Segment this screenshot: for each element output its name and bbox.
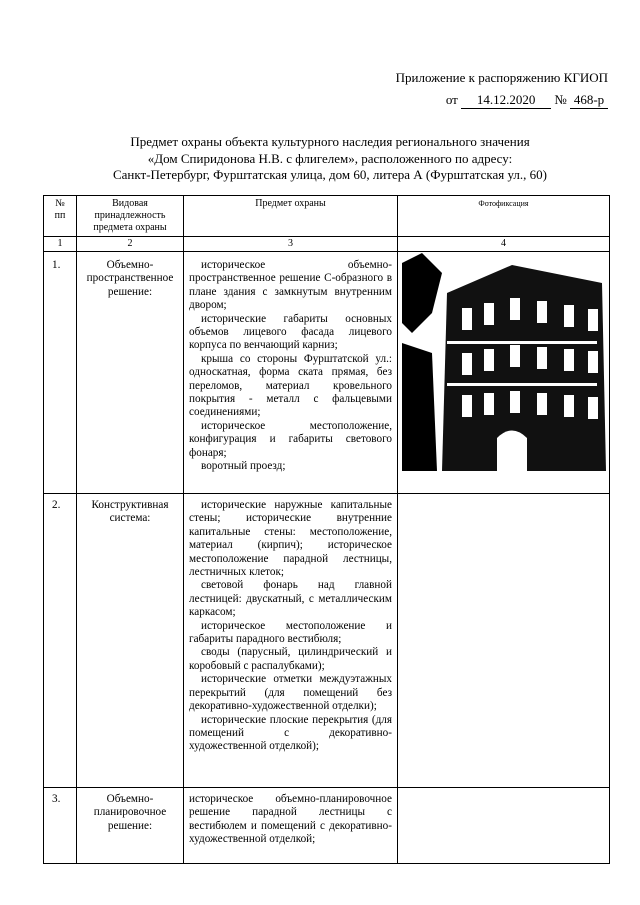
row-items [184, 788, 398, 864]
item-text: исторические плоские перекрытия (для помещений с декоративно-художественной отделкой); [189, 713, 392, 753]
table-row [44, 252, 610, 494]
header-type: Видовая принадлежность предмета охраны [77, 196, 184, 237]
appendix-date-line [396, 92, 608, 109]
column-number: 2 [77, 237, 184, 252]
item-text: крыша со стороны Фурштатской ул.: односкатная, форма ската прямая, без переломов, материал кровельного покрытия - металл с фальцевыми соединениями; [189, 352, 392, 419]
item-text: воротный проезд; [201, 460, 286, 473]
photo-cell [398, 252, 610, 494]
item-text: историческое объемно-планировочное решение парадной лестницы с вестибюлем и помещений с декоративно-художественной отделкой; [189, 793, 392, 846]
photo-cell [398, 788, 610, 864]
row-type: Объемно-пространственное решение: [77, 252, 184, 494]
building-photo [402, 253, 606, 471]
row-type: Конструктивная система: [77, 494, 184, 788]
item-text: своды (парусный, цилиндрический и коробовый с распалубками); [189, 646, 392, 672]
item-text: историческое местоположение и габариты парадного вестибюля; [189, 619, 392, 646]
title-line: «Дом Спиридонова Н.В. с флигелем», расположенного по адресу: [147, 150, 513, 166]
column-number-row [44, 237, 610, 252]
column-number: 3 [184, 237, 398, 252]
table-row [44, 494, 610, 788]
item-text: исторические наружные капитальные стены; исторические внутренние капитальные стены: местоположение, материал (кирпич); историческое местоположение парадной лестницы, лестничных клеток; [189, 499, 392, 579]
appendix-date: 14.12.2020 [461, 92, 551, 109]
date-prefix: от [445, 92, 458, 107]
header-num: № пп [44, 196, 77, 237]
item-text: исторические отметки междуэтажных перекрытий (для помещений без декоративно-художественной отделки); [189, 673, 392, 713]
number-prefix: № [554, 92, 567, 107]
row-number: 2. [44, 494, 77, 788]
row-items [184, 494, 398, 788]
row-number: 1. [44, 252, 77, 494]
photo-cell [398, 494, 610, 788]
title-line: Предмет охраны объекта культурного наследия регионального значения [130, 134, 530, 149]
item-text: исторические габариты основных объемов лицевого фасада лицевого корпуса по венчающий карниз; [189, 312, 392, 352]
header-subject: Предмет охраны [184, 196, 398, 237]
header-photo: Фотофиксация [398, 196, 610, 237]
item-text: историческое объемно-пространственное решение С-образного в плане здания с замкнутым внутренним двором; [189, 259, 392, 312]
title-line: Санкт-Петербург, Фурштатская улица, дом 60, литера А (Фурштатская ул., 60) [112, 167, 548, 182]
column-number: 1 [44, 237, 77, 252]
protection-subject-table [43, 195, 610, 864]
row-items [184, 252, 398, 494]
table-header-row [44, 196, 610, 237]
appendix-header [396, 70, 608, 109]
item-text: историческое местоположение, конфигурация и габариты светового фонаря; [189, 419, 392, 459]
appendix-number: 468-р [570, 92, 608, 109]
table-row [44, 788, 610, 864]
row-type: Объемно-планировочное решение: [77, 788, 184, 864]
appendix-title: Приложение к распоряжению КГИОП [395, 70, 608, 85]
item-text: световой фонарь над главной лестницей: двускатный, с металлическим каркасом; [189, 579, 392, 619]
document-title [40, 134, 620, 184]
row-number: 3. [44, 788, 77, 864]
column-number: 4 [398, 237, 610, 252]
